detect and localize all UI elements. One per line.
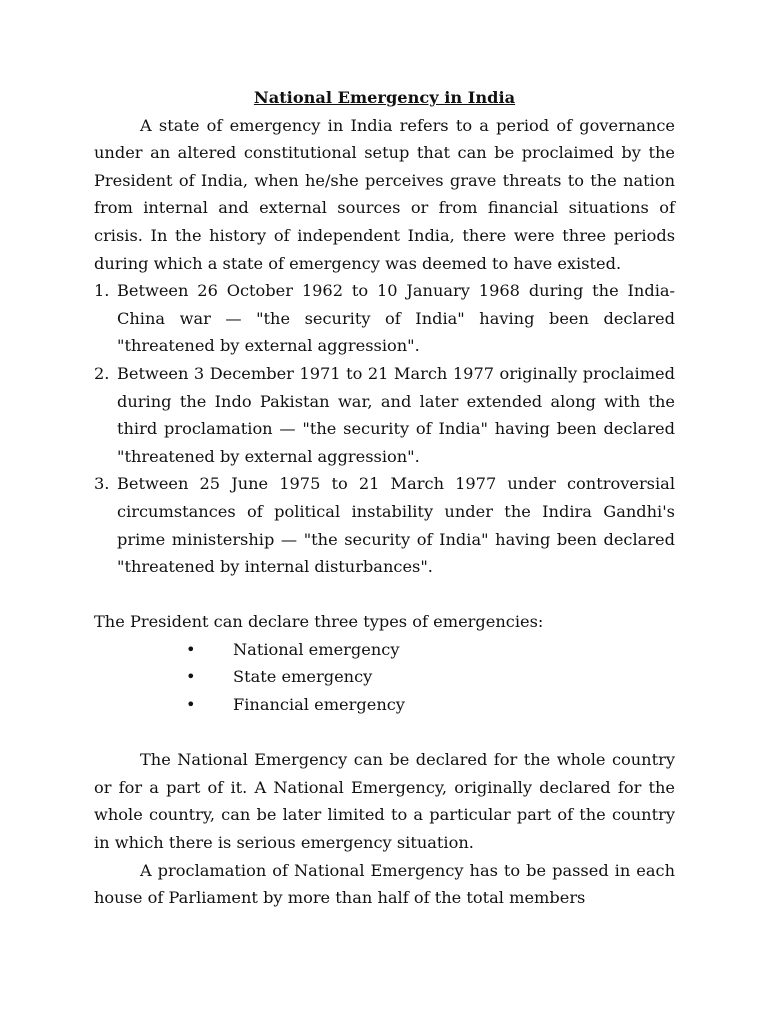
list-item-number: 2. (94, 363, 110, 383)
national-emergency-paragraph: The National Emergency can be declared for the whole country or for a part of it. A National Emergency, originally declared for the whole country, can be later limited to a particular part of the country in which there is serious emergency situation. (94, 750, 675, 853)
list-item-text: Between 3 December 1971 to 21 March 1977 originally proclaimed during the Indo Pakistan war, and later extended along with the third proclamation — "the security of India" having been declared "threatened by external aggression". (117, 363, 675, 466)
list-item-text: Between 26 October 1962 to 10 January 1968 during the India-China war — "the security of India" having been declared "threatened by external aggression". (117, 281, 675, 356)
list-item-text: National emergency (233, 639, 400, 659)
bullet-icon: • (186, 667, 196, 687)
list-item-text: Financial emergency (233, 695, 405, 715)
proclamation-paragraph: A proclamation of National Emergency has to be passed in each house of Parliament by more than half of the total members (94, 860, 675, 908)
list-item (94, 470, 675, 580)
emergency-periods-list (94, 277, 675, 581)
list-item (94, 360, 675, 470)
document-page (94, 84, 675, 912)
list-item-text: State emergency (233, 667, 373, 687)
list-item (94, 636, 675, 664)
types-intro-paragraph: The President can declare three types of emergencies: (94, 612, 544, 632)
list-item-number: 3. (94, 474, 110, 494)
bullet-icon: • (186, 639, 196, 659)
list-item-number: 1. (94, 281, 110, 301)
intro-paragraph: A state of emergency in India refers to a period of governance under an altered constitutional setup that can be proclaimed by the President of India, when he/she perceives grave threats to the nation from internal and external sources or from financial situations of crisis. In the history of independent India, there were three periods during which a state of emergency was deemed to have existed. (94, 115, 675, 273)
list-item (94, 277, 675, 360)
blank-line (94, 581, 675, 609)
emergency-types-list (94, 636, 675, 719)
list-item-text: Between 25 June 1975 to 21 March 1977 under controversial circumstances of political instability under the Indira Gandhi's prime ministership — "the security of India" having been declared "threatened by internal disturbances". (117, 474, 675, 577)
list-item (94, 663, 675, 691)
blank-line (94, 719, 675, 747)
document-title: National Emergency in India (253, 88, 516, 107)
bullet-icon: • (186, 695, 196, 715)
list-item (94, 691, 675, 719)
